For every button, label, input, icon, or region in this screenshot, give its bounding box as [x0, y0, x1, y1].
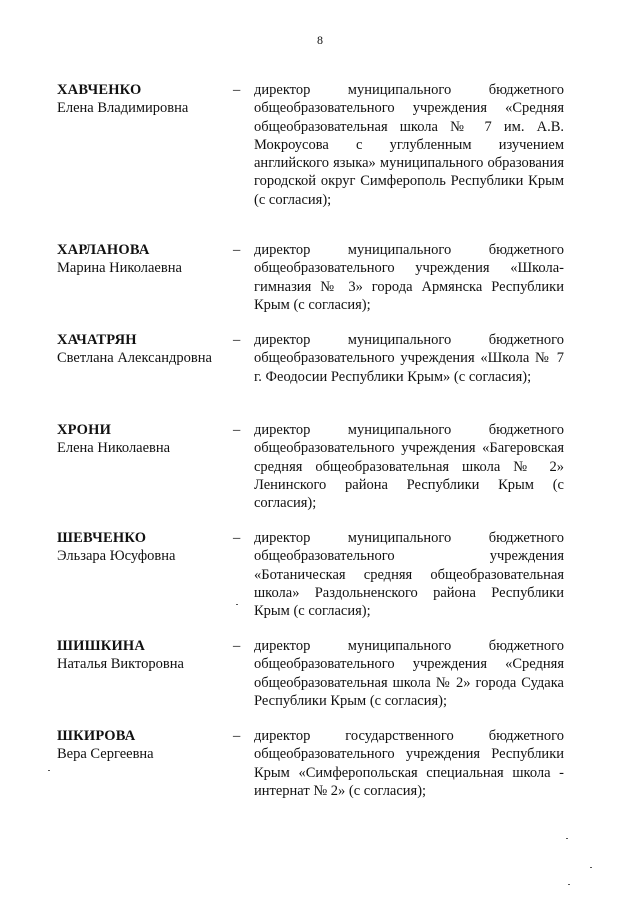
person-name	[57, 727, 232, 764]
dash: –	[233, 728, 241, 744]
surname: ХАЧАТРЯН	[57, 332, 137, 348]
dash: –	[233, 332, 241, 348]
position-description: директор государственного бюджетного общеобразовательного учреждения Республики Крым «Симферопольская специальная школа - интернат № 2» (с согласия);	[254, 728, 564, 799]
scan-speck	[566, 838, 568, 839]
surname: ХАРЛАНОВА	[57, 242, 150, 258]
surname: ШЕВЧЕНКО	[57, 530, 147, 546]
person-name	[57, 637, 232, 674]
given-name: Наталья Викторовна	[57, 656, 184, 673]
given-name: Светлана Александровна	[57, 350, 212, 367]
position-description: директор муниципального бюджетного общеобразовательного учреждения «Ботаническая средняя общеобразовательная школа» Раздольненского района Республики Крым (с согласия);	[254, 530, 564, 620]
scan-speck	[568, 884, 570, 885]
person-name	[57, 241, 232, 278]
dash: –	[233, 638, 241, 654]
scan-speck	[48, 770, 50, 771]
scan-speck	[590, 867, 592, 868]
position-description: директор муниципального бюджетного общеобразовательного учреждения «Школа-гимназия № 3» города Армянска Республики Крым (с согласия);	[254, 242, 564, 313]
given-name: Елена Владимировна	[57, 100, 189, 117]
given-name: Марина Николаевна	[57, 260, 182, 277]
dash: –	[233, 530, 241, 546]
position-description: директор муниципального бюджетного общеобразовательного учреждения «Школа № 7 г. Феодосии Республики Крым» (с согласия);	[254, 332, 564, 385]
position-description: директор муниципального бюджетного общеобразовательного учреждения «Средняя общеобразовательная школа № 7 им. А.В. Мокроусова с углубленным изучением английского языка» муниципального образования городской округ Симферополь Республики Крым (с согласия);	[254, 82, 564, 208]
scan-speck	[236, 604, 238, 605]
dash: –	[233, 242, 241, 258]
dash: –	[233, 82, 241, 98]
page-number: 8	[317, 33, 323, 47]
position-description: директор муниципального бюджетного общеобразовательного учреждения «Средняя общеобразовательная школа № 2» города Судака Республики Крым (с согласия);	[254, 638, 564, 709]
given-name: Елена Николаевна	[57, 440, 171, 457]
given-name: Эльзара Юсуфовна	[57, 548, 176, 565]
person-name	[57, 529, 232, 566]
surname: ШИШКИНА	[57, 638, 146, 654]
person-name	[57, 81, 232, 118]
surname: ХАВЧЕНКО	[57, 82, 142, 98]
person-name	[57, 331, 232, 368]
surname: ХРОНИ	[57, 422, 112, 438]
dash: –	[233, 422, 241, 438]
given-name: Вера Сергеевна	[57, 746, 154, 763]
position-description: директор муниципального бюджетного общеобразовательного учреждения «Багеровская средняя общеобразовательная школа № 2» Ленинского района Республики Крым (с согласия);	[254, 422, 564, 512]
surname: ШКИРОВА	[57, 728, 136, 744]
person-name	[57, 421, 232, 458]
